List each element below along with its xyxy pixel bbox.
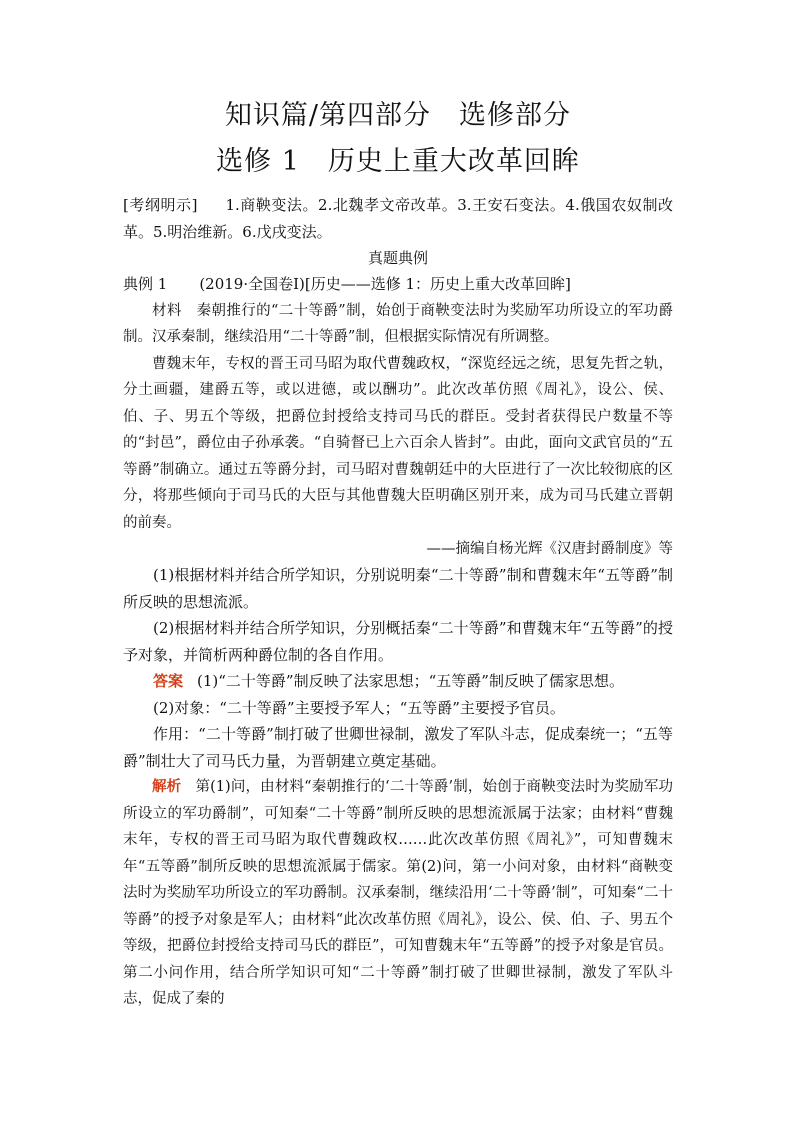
exam-outline-text: 1.商鞅变法。2.北魏孝文帝改革。3.王安石变法。4.俄国农奴制改革。5.明治维新。6.戊戌变法。 <box>123 196 673 241</box>
chapter-title: 知识篇/第四部分 选修部分 <box>224 100 572 131</box>
example-line <box>123 271 673 298</box>
analysis-text: 第(1)问，由材料“秦朝推行的‘二十等爵’制，始创于商鞅变法时为奖励军功所设立的军功爵制”，可知秦“二十等爵”制所反映的思想流派属于法家；由材料“曹魏末年，专权的晋王司马昭为取代曹魏政权……此次改革仿照《周礼》”，可知曹魏末年“五等爵”制所反映的思想流派属于儒家。第(2)问，第一小问对象，由材料“商鞅变法时为奖励军功所设立的军功爵制。汉承秦制，继续沿用‘二十等爵’制”，可知秦“二十等爵”的授予对象是军人；由材料“此次改革仿照《周礼》，设公、侯、伯、子、男五个等级，把爵位封授给支持司马氏的群臣”，可知曹魏末年“五等爵”的授予对象是官员。第二小问作用，结合所学知识可知“二十等爵”制打破了世卿世禄制，激发了军队斗志，促成了秦的 <box>123 779 674 1007</box>
material-citation: ——摘编自杨光辉《汉唐封爵制度》等 <box>426 541 673 557</box>
question-1: (1)根据材料并结合所学知识，分别说明秦“二十等爵”制和曹魏末年“五等爵”制所反映的思想流派。 <box>123 566 673 611</box>
answer-2-effect: 作用：“二十等爵”制打破了世卿世禄制，激发了军队斗志，促成秦统一；“五等爵”制壮大了司马氏力量，为晋朝建立奠定基础。 <box>123 725 673 770</box>
analysis-label: 解析 <box>152 778 182 795</box>
exam-outline-label: [考纲明示] <box>123 196 198 214</box>
answer-label: 答案 <box>153 672 184 690</box>
module-title: 选修 1 历史上重大改革回眸 <box>216 146 580 177</box>
exam-outline <box>123 192 673 245</box>
answer-1 <box>123 668 673 695</box>
page-content <box>123 96 673 1013</box>
answer-1-text: (1)“二十等爵”制反映了法家思想；“五等爵”制反映了儒家思想。 <box>197 672 624 690</box>
material-paragraph-1: 材料 秦朝推行的“二十等爵”制，始创于商鞅变法时为奖励军功所设立的军功爵制。汉承秦制，继续沿用“二十等爵”制，但根据实际情况有所调整。 <box>123 302 673 345</box>
answer-2-object: (2)对象：“二十等爵”主要授予军人；“五等爵”主要授予官员。 <box>153 698 565 717</box>
material-paragraph-2: 曹魏末年，专权的晋王司马昭为取代曹魏政权，“深览经远之统，思复先哲之轨，分土画疆，建爵五等，或以进德，或以酬功”。此次改革仿照《周礼》，设公、侯、伯、子、男五个等级，把爵位封授给支持司马氏的群臣。受封者获得民户数量不等的“封邑”，爵位由子孙承袭。“自骑督已上六百余人皆封”。由此，面向文武官员的“五等爵”制确立。通过五等爵分封，司马昭对曹魏朝廷中的大臣进行了一次比较彻底的区分，将那些倾向于司马氏的大臣与其他曹魏大臣明确区别开来，成为司马氏建立晋朝的前奏。 <box>123 355 673 531</box>
question-2: (2)根据材料并结合所学知识，分别概括秦“二十等爵”和曹魏末年“五等爵”的授予对象，并简析两种爵位制的各自作用。 <box>123 619 673 664</box>
analysis-paragraph <box>123 774 673 1013</box>
example-source: (2019·全国卷Ⅰ)[历史——选修 1：历史上重大改革回眸] <box>199 275 571 293</box>
example-label: 典例 1 <box>123 275 168 293</box>
section-heading: 真题典例 <box>367 249 428 267</box>
